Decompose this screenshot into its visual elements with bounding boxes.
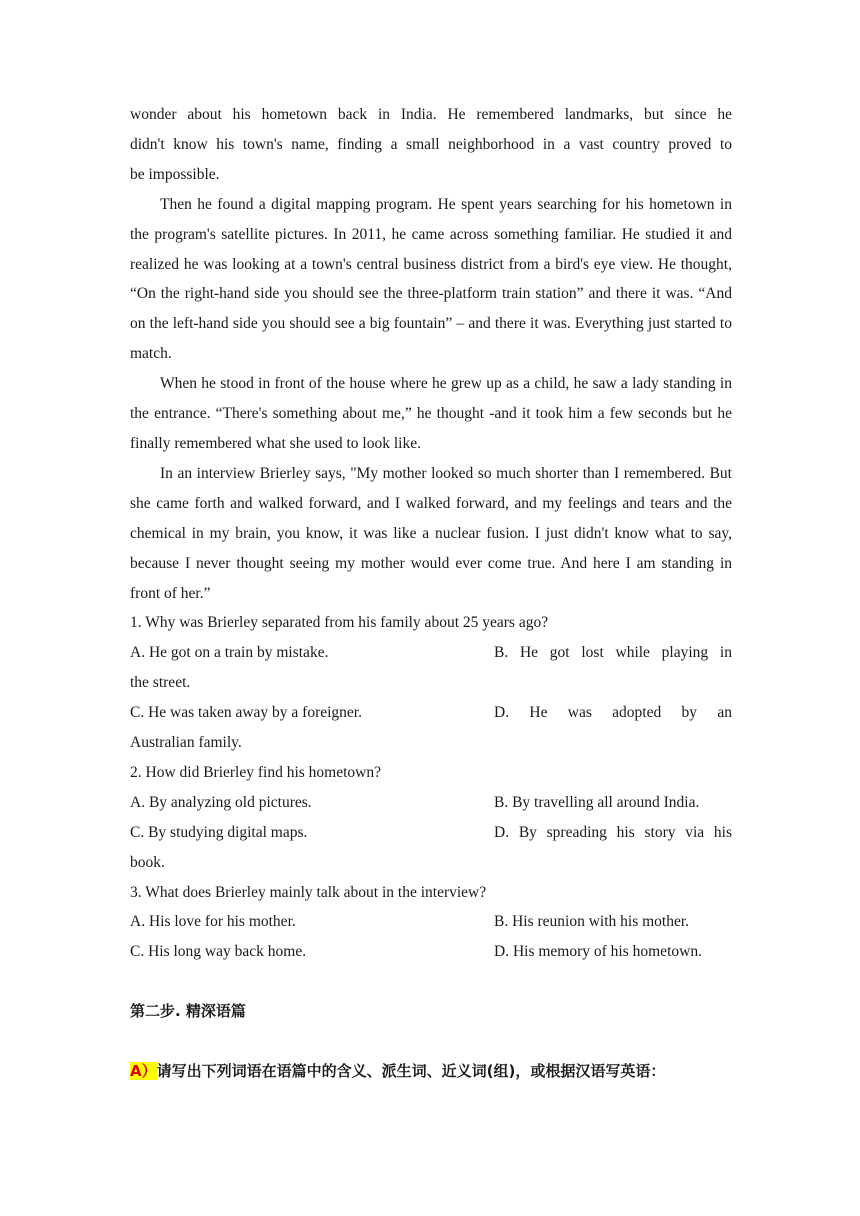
text-line: wonder about his hometown back in India. He remembered landmarks, but since he [130,106,732,123]
option-a: A. By analyzing old pictures. [130,793,312,811]
options [130,788,732,878]
paragraph-mapping: Then he found a digital mapping program. He spent years searching for his hometown in the program's satellite pictures. In 2011, he came across something familiar. He studied it and realized he was looking at a town's central business district from a bird's eye view. He thought, “On the right-hand side you should see the three-platform train station” and there it was. “And on the left-hand side you should see a big fountain” – and there it was. Everything just started to match. [130,195,732,363]
paragraph-reunion: When he stood in front of the house where he grew up as a child, he saw a lady standing in the entrance. “There's something about me,” he thought -and it took him a few seconds but he finally remembered what she used to look like. [130,375,732,452]
option-b: B. By travelling all around India. [494,793,700,811]
option-c: C. His long way back home. [130,943,307,961]
question-2 [130,758,732,878]
option-d: D. By spreading his story via his [494,823,732,841]
option-a: A. His love for his mother. [130,913,296,931]
question-3 [130,878,732,968]
paragraph-interview: In an interview Brierley says, "My mother looked so much shorter than I remembered. But she came forth and walked forward, and I walked forward, and my feelings and tears and the chemical in my brain, you know, it was like a nuclear fusion. I just didn't know what to say, because I never thought seeing my mother would ever come true. And here I am standing in front of her.” [130,464,732,602]
question-stem: 3. What does Brierley mainly talk about in the interview? [130,883,487,901]
text-line: didn't know his town's name, finding a small neighborhood in a vast country proved to [130,135,732,153]
question-stem: 2. How did Brierley find his hometown? [130,763,381,781]
option-d-continued: Australian family. [130,734,242,752]
subsection-a-heading [130,1057,732,1087]
option-c: C. By studying digital maps. [130,823,308,841]
option-b-continued: the street. [130,674,191,692]
question-1 [130,608,732,758]
document-page [130,100,732,1087]
option-d: D. His memory of his hometown. [494,943,702,961]
option-a: A. He got on a train by mistake. [130,644,329,662]
options [130,907,732,967]
highlight-marker: A） [130,1062,157,1081]
option-d-continued: book. [130,853,165,871]
option-b: B. He got lost while playing in [494,644,732,662]
option-d: D. He was adopted by an [494,704,732,722]
section-heading: 第二步. 精深语篇 [130,1002,246,1021]
paragraph-continuation [130,100,732,190]
options [130,638,732,758]
option-c: C. He was taken away by a foreigner. [130,704,362,722]
option-b: B. His reunion with his mother. [494,913,690,931]
subsection-a-text: 请写出下列词语在语篇中的含义、派生词、近义词(组)，或根据汉语写英语： [156,1062,666,1081]
text-line: be impossible. [130,165,220,183]
question-stem: 1. Why was Brierley separated from his family about 25 years ago? [130,614,549,632]
